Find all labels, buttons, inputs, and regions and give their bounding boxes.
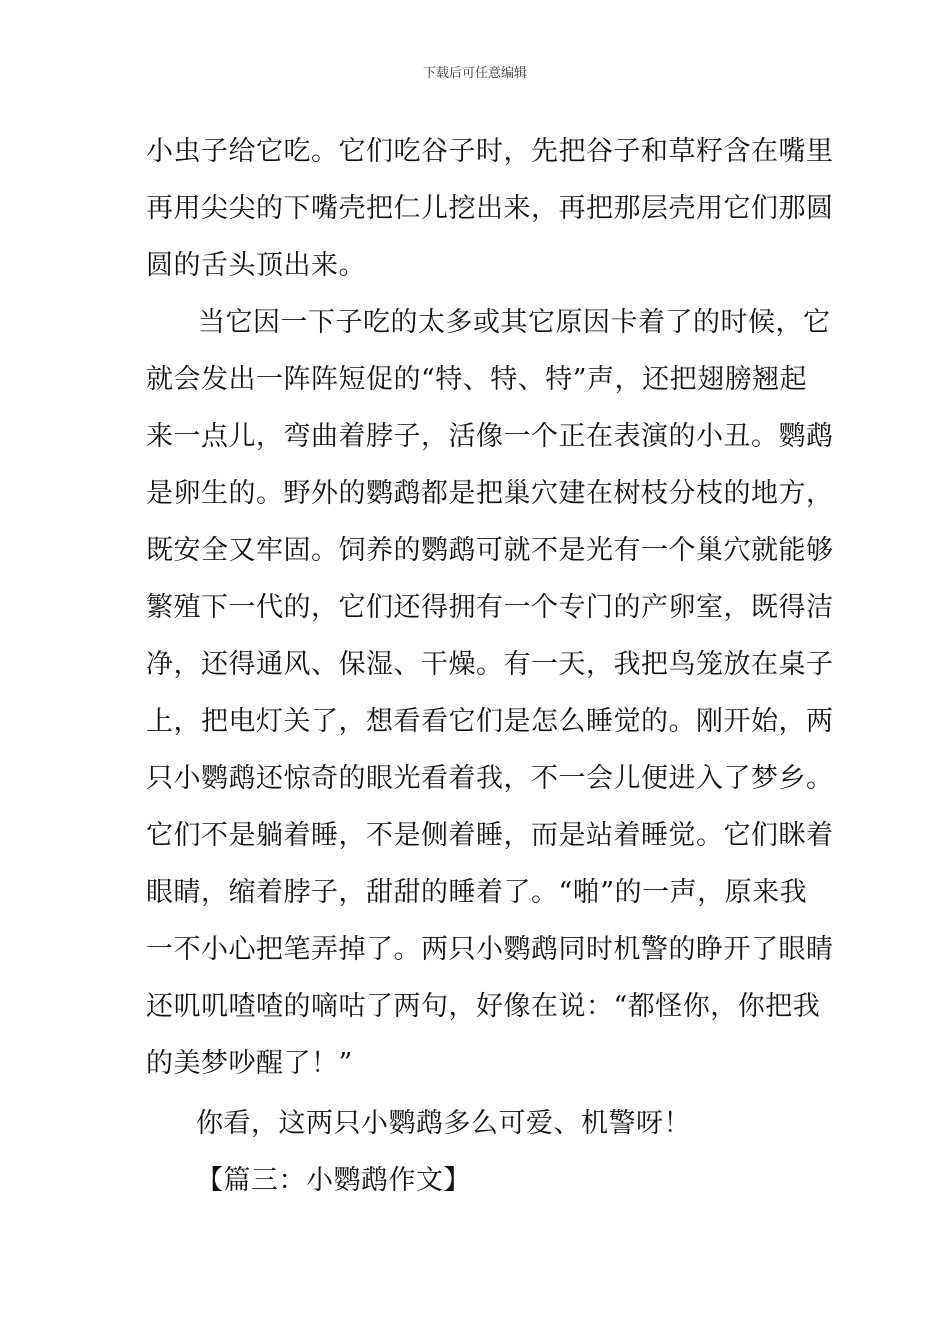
text-line: 来一点儿，弯曲着脖子，活像一个正在表演的小丑。鹦鹉 <box>146 421 834 452</box>
section-heading: 【篇三：小鹦鹉作文】 <box>196 1165 471 1196</box>
text-line: 繁殖下一代的，它们还得拥有一个专门的产卵室，既得洁 <box>146 592 834 623</box>
text-line: 是卵生的。野外的鹦鹉都是把巢穴建在树枝分枝的地方， <box>146 478 834 509</box>
text-line: 你看，这两只小鹦鹉多么可爱、机警呀！ <box>196 1108 691 1139</box>
text-line: 还叽叽喳喳的嘀咕了两句，好像在说：“都怪你，你把我 <box>146 991 821 1022</box>
text-line: 圆的舌头顶出来。 <box>146 250 366 281</box>
text-line: 再用尖尖的下嘴壳把仁儿挖出来，再把那层壳用它们那圆 <box>146 193 834 224</box>
text-line: 一不小心把笔弄掉了。两只小鹦鹉同时机警的睁开了眼睛 <box>146 934 834 965</box>
text-line: 净，还得通风、保湿、干燥。有一天，我把鸟笼放在桌子 <box>146 649 834 680</box>
text-line: 上，把电灯关了，想看看它们是怎么睡觉的。刚开始，两 <box>146 706 834 737</box>
text-line: 它们不是躺着睡，不是侧着睡，而是站着睡觉。它们眯着 <box>146 820 834 851</box>
text-line: 的美梦吵醒了！” <box>146 1048 353 1079</box>
text-line: 当它因一下子吃的太多或其它原因卡着了的时候，它 <box>198 307 831 338</box>
text-line: 既安全又牢固。饲养的鹦鹉可就不是光有一个巢穴就能够 <box>146 535 834 566</box>
text-line: 就会发出一阵阵短促的“特、特、特”声，还把翅膀翘起 <box>146 364 808 395</box>
text-line: 眼睛，缩着脖子，甜甜的睡着了。“啪”的一声，原来我 <box>146 877 808 908</box>
page-header: 下载后可任意编辑 <box>422 66 527 81</box>
text-line: 只小鹦鹉还惊奇的眼光看着我，不一会儿便进入了梦乡。 <box>146 763 834 794</box>
text-line: 小虫子给它吃。它们吃谷子时，先把谷子和草籽含在嘴里 <box>146 136 834 167</box>
